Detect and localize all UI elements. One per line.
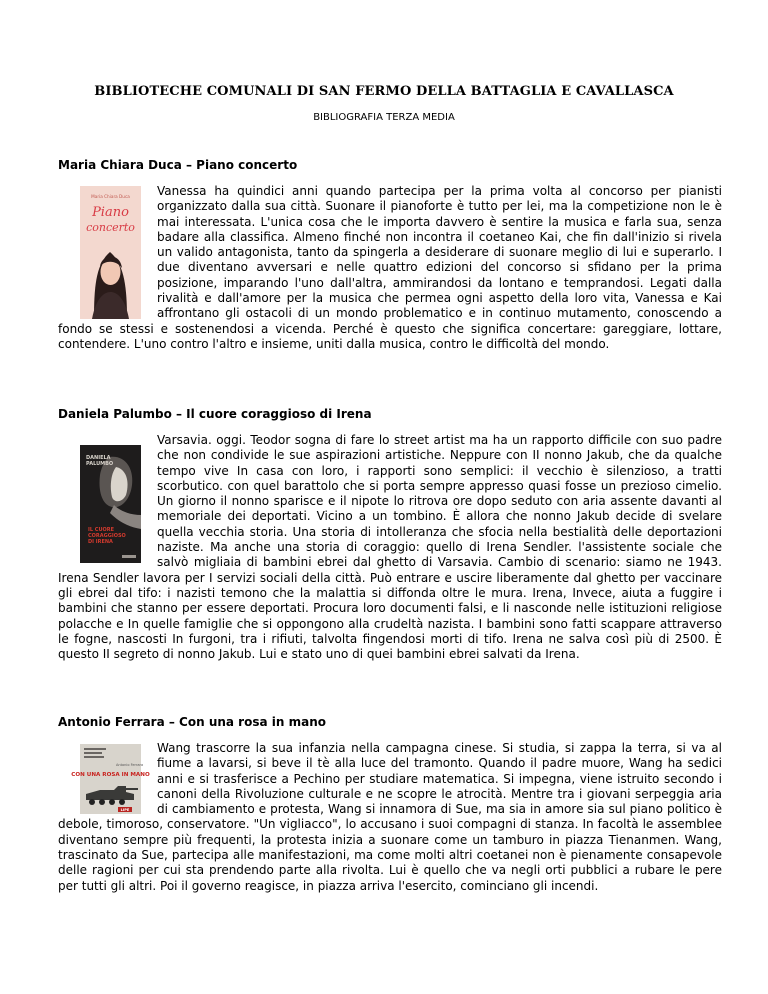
cover-title-line1: IL CUORE xyxy=(88,527,115,533)
book-description-text: Vanessa ha quindici anni quando partecipa per la prima volta al concorso per pianisti organizzato dalla sua città. Suonare il pianoforte è tutto per lei, ma la competizione non le è mai interessata. L'unica cosa che le importa davvero è sentire la musica e farla sua, senza badare alla classifica. Almeno finché non incontra il coetaneo Kai, che fin dall'inizio si rivela un valido antagonista, tanto da spingerla a desiderare di suonare meglio di lui e superarlo. I due diventano avversari e nelle quattro edizioni del concorso si sfidano per la prima posizione, imparando l'uno dall'altra, ammirandosi da lontano e temprandosi. Legati dalla rivalità e dall'amore per la musica che permea ogni aspetto della loro vita, Vanessa e Kai affrontano gli ostacoli di un mondo problematico e in continuo mutamento, conoscendo a fondo se stessi e sostenendosi a vicenda. Perché è questo che significa concertare: gareggiare, lottare, contendere. L'uno contro l'altro e insieme, uniti dalla musica, contro le difficoltà del mondo. xyxy=(58,184,722,351)
cover-title-line2: CORAGGIOSO xyxy=(88,533,126,539)
book-heading: Daniela Palumbo – Il cuore coraggioso di Irena xyxy=(58,407,372,421)
cover-publisher-mark xyxy=(122,555,136,558)
page-title: BIBLIOTECHE COMUNALI DI SAN FERMO DELLA BATTAGLIA E CAVALLASCA xyxy=(94,84,674,99)
cover-title-line2: concerto xyxy=(86,221,135,234)
cover-tank-barrel xyxy=(126,788,138,790)
cover-title-line3: DI IRENA xyxy=(88,539,113,545)
book-entry-piano-concerto xyxy=(58,158,722,352)
book-entry-cuore-coraggioso xyxy=(58,407,722,662)
book-heading: Maria Chiara Duca – Piano concerto xyxy=(58,158,298,172)
cover-blurb-line xyxy=(84,752,102,754)
cover-tank-wheel xyxy=(99,799,105,805)
book-heading: Antonio Ferrara – Con una rosa in mano xyxy=(58,715,326,729)
cover-title: CON UNA ROSA IN MANO xyxy=(71,772,150,778)
cover-tank-wheel xyxy=(89,799,95,805)
cover-author: Antonio Ferrara xyxy=(116,763,144,767)
cover-publisher: LIPE xyxy=(120,808,130,812)
book-cover-image xyxy=(71,744,150,814)
cover-blurb-line xyxy=(84,756,104,758)
cover-tank-wheel xyxy=(109,799,115,805)
book-cover-image xyxy=(80,186,141,319)
book-description-text: Wang trascorre la sua infanzia nella campagna cinese. Si studia, si zappa la terra, si va al fiume a lavarsi, si beve il tè alla luce del tramonto. Quando il padre muore, Wang ha sedici anni e si trasferisce a Pechino per studiare matematica. Si impegna, viene istruito secondo i canoni della Rivoluzione culturale e ne scopre le atrocità. Mentre tra i giovani serpeggia aria di cambiamento e protesta, Wang si innamora di Sue, ma sia in amore sia sul piano politico è debole, timoroso, conservatore. "Un vigliacco", lo accusano i suoi compagni di stanza. In facoltà le assemblee diventano sempre più frequenti, la protesta inizia a suonare come un tamburo in piazza Tienanmen. Wang, trascinato da Sue, partecipa alle manifestazioni, ma come molti altri coetanei non è pienamente consapevole delle ragioni per cui sta prendendo parte alla rivolta. Lui è quello che va negli orti pubblici a rubare le pere per tutti gli altri. Poi il governo reagisce, in piazza arriva l'esercito, cominciano gli incendi. xyxy=(58,741,722,893)
book-description xyxy=(58,741,722,894)
page-subtitle: BIBLIOGRAFIA TERZA MEDIA xyxy=(313,112,455,123)
book-entry-rosa-in-mano xyxy=(58,715,722,894)
book-description xyxy=(58,184,722,352)
book-cover-image xyxy=(80,445,141,563)
cover-tank-wheel xyxy=(119,799,125,805)
cover-author: Maria Chiara Duca xyxy=(91,194,130,199)
book-description-text: Varsavia. oggi. Teodor sogna di fare lo street artist ma ha un rapporto difficile con suo padre che non condivide le sue aspirazioni artistiche. Neppure con II nonno Jakub, che da qualche tempo vive In casa con loro, i rapporti sono semplici: il vecchio è silenzioso, a tratti scorbutico. con quel barattolo che si porta sempre appresso quasi fosse un prezioso cimelio. Un giorno il nonno sparisce e il nipote lo ritrova ore dopo seduto con aria assente davanti al memoriale dei deportati. Vicino a un tombino. È allora che nonno Jakub decide di svelare quella vecchia storia. Una storia di intolleranza che sfocia nella bestialità delle deportazioni naziste. Ma anche una storia di coraggio: quello di Irena Sendler. l'assistente sociale che salvò migliaia di bambini ebrei dal ghetto di Varsavia. Cambio di scenario: siamo ne 1943. Irena Sendler lavora per I servizi sociali della città. Può entrare e uscire liberamente dal ghetto per vaccinare gli ebrei dal tifo: i nazisti temono che la malattia si diffonda oltre le mura. Irena, Invece, aiuta a fuggire i bambini che stanno per essere deportati. Procura loro documenti falsi, e li nasconde nelle istituzioni religiose polacche e In quelle famiglie che si oppongono alla crudeltà nazista. I bambini sono fatti scappare attraverso le fogne, nascosti In furgoni, tra i rifiuti, talvolta fingendosi morti di tifo. Irena ne salva così più di 2500. È questo II segreto di nonno Jakub. Lui e stato uno di quei bambini ebrei salvati da Irena. xyxy=(58,433,722,662)
cover-author-line2: PALUMBO xyxy=(86,461,114,467)
cover-title-line1: Piano xyxy=(92,205,129,220)
cover-author-line1: DANIELA xyxy=(86,455,111,461)
book-description xyxy=(58,433,722,662)
cover-blurb-line xyxy=(84,748,106,750)
